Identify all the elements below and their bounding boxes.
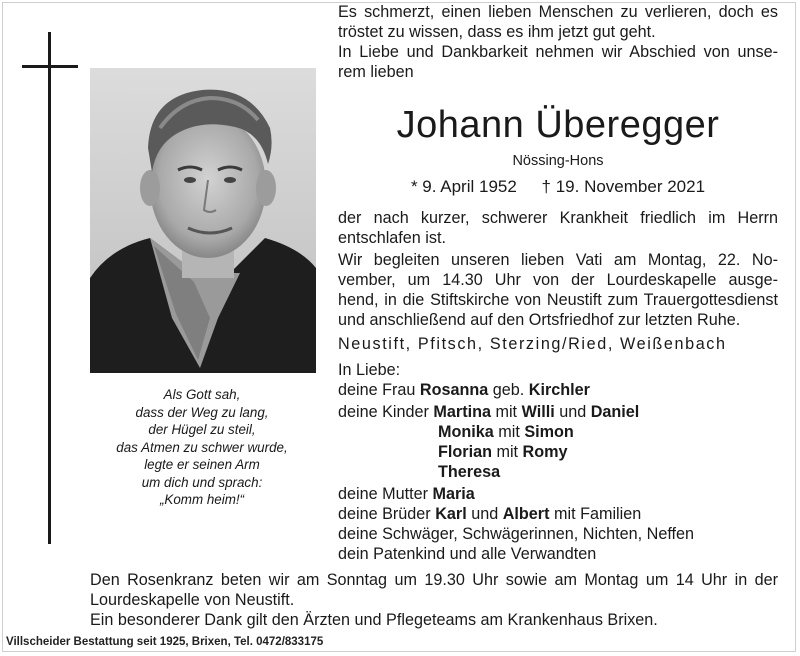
connector-text: mit: [493, 423, 525, 441]
family-child-line: [438, 422, 574, 442]
intro-line: rem lieben: [338, 63, 414, 81]
places-line: Neustift, Pfitsch, Sterzing/Ried, Weißenbach: [338, 335, 727, 353]
family-mother: [338, 484, 475, 504]
message-line: der nach kurzer, schwerer Krankheit friedlich im Herrn: [338, 209, 778, 227]
family-brothers: [338, 504, 641, 524]
relation-label: deine Brüder: [338, 505, 436, 523]
person-name: Romy: [522, 443, 568, 461]
poem-line: das Atmen zu schwer wurde,: [116, 439, 288, 455]
birth-date: * 9. April 1952: [410, 177, 517, 196]
death-date: † 19. November 2021: [541, 177, 706, 196]
family-child-line: [438, 462, 500, 482]
intro-line: In Liebe und Dankbarkeit nehmen wir Abschied von unse-: [338, 43, 778, 61]
rosary-line: Lourdeskapelle von Neustift.: [90, 591, 295, 609]
person-name: Monika: [438, 423, 494, 441]
poem-line: legte er seinen Arm: [144, 457, 260, 472]
message-line: Wir begleiten unseren lieben Vati am Montag, 22. No-: [338, 251, 778, 269]
connector-text: mit Familien: [549, 505, 642, 523]
family-inlaws: deine Schwäger, Schwägerinnen, Nichten, Neffen: [338, 525, 695, 543]
nickname: Nössing-Hons: [512, 153, 604, 169]
family-child-line: [438, 442, 568, 462]
connector-text: geb.: [488, 381, 529, 399]
person-name: Daniel: [590, 403, 640, 421]
connector-text: und: [466, 505, 503, 523]
poem-line: um dich und sprach:: [141, 474, 263, 490]
poem-line: dass der Weg zu lang,: [135, 404, 269, 420]
relation-label: deine Frau: [338, 381, 420, 399]
person-name: Albert: [502, 505, 550, 523]
connector-text: mit: [490, 403, 522, 421]
thanks-line: Ein besonderer Dank gilt den Ärzten und Pflegeteams am Krankenhaus Brixen.: [90, 611, 658, 629]
poem: [92, 386, 312, 509]
relation-label: deine Mutter: [338, 485, 433, 503]
connector-text: mit: [491, 443, 523, 461]
person-name: Maria: [432, 485, 475, 503]
intro-line: Es schmerzt, einen lieben Menschen zu verlieren, doch es: [338, 3, 778, 21]
person-name: Theresa: [438, 463, 501, 481]
person-name: Willi: [521, 403, 555, 421]
person-name: Rosanna: [419, 381, 489, 399]
person-name: Florian: [438, 443, 492, 461]
family-children: [338, 402, 639, 422]
person-name: Simon: [524, 423, 574, 441]
life-dates: [338, 176, 778, 198]
family-wife: [338, 380, 590, 400]
message-line: und anschließend auf den Ortsfriedhof zur letzten Ruhe.: [338, 311, 741, 329]
message-line: entschlafen ist.: [338, 229, 446, 247]
connector-text: und: [554, 403, 591, 421]
deceased-name: Johann Überegger: [396, 104, 720, 146]
rosary-line: Den Rosenkranz beten wir am Sonntag um 19.30 Uhr sowie am Montag um 14 Uhr in der: [90, 571, 778, 589]
message-line: hend, in die Stiftskirche von Neustift zum Trauergottesdienst: [338, 291, 778, 309]
funeral-home-footer: Villscheider Bestattung seit 1925, Brixen, Tel. 0472/833175: [6, 636, 324, 648]
person-name: Kirchler: [528, 381, 590, 399]
poem-line: Als Gott sah,: [163, 387, 241, 402]
family-godchild: dein Patenkind und alle Verwandten: [338, 545, 597, 563]
poem-line: „Komm heim!“: [159, 492, 245, 507]
person-name: Martina: [433, 403, 491, 421]
person-name: Karl: [435, 505, 467, 523]
relation-label: deine Kinder: [338, 403, 434, 421]
poem-line: der Hügel zu steil,: [148, 422, 256, 437]
intro-line: tröstet zu wissen, dass es ihm jetzt gut geht.: [338, 23, 656, 41]
family-intro: In Liebe:: [338, 361, 401, 379]
portrait-photo: [90, 68, 316, 373]
message-line: vember, um 14.30 Uhr von der Lourdeskapelle ausge-: [338, 271, 778, 289]
